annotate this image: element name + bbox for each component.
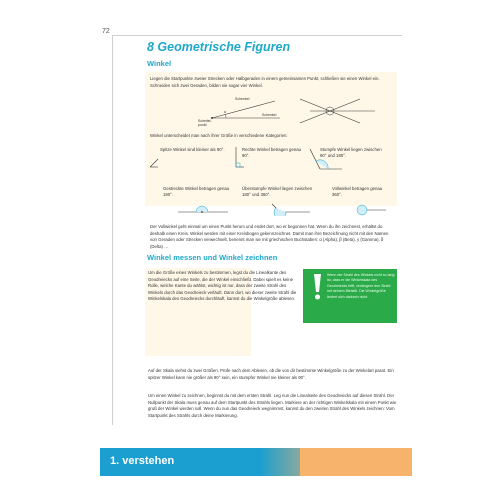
label-schenkel-2: Schenkel	[262, 113, 277, 117]
measuring-paragraph-2: Auf der Skala siehst du zwei Größen. Prüfe nach dem Ablesen, ob die von dir bestimmte Winkelgröße zu der Winkelart passt. Ein spitzer Winkel kann nie größer als 90° sein, ein stumpfer Winkel nie kleiner als 90°.	[148, 368, 394, 380]
drawing-paragraph: Um einen Winkel zu zeichnen, beginnst du mit dem ersten Strahl. Leg nun die Linealseite des Geodreiecks auf diesen Strahl. Der Nullpunkt der Skala muss genau auf dem Startpunkt des Strahls liegen. Markiere an der richtigen Winkelskala mit einem Punkt wie groß der Winkel werden soll. Wenn du nun das Geodreieck wegnimmst, kannst du den zweiten Strahl des Winkels zeichnen: Vom Startpunkt des Strahls durch deine Markierung.	[148, 393, 397, 418]
label-alpha: α	[224, 110, 227, 114]
label-scheitelpunkt: Scheitel-punkt	[198, 119, 212, 127]
straight-angle-figure	[178, 206, 228, 213]
intersecting-lines-diagram	[300, 99, 375, 123]
categories-intro: Winkel unterscheidet man nach ihrer Größe in verschiedene Kategorien:	[150, 133, 288, 138]
measuring-paragraph-1: Um die Größe eines Winkels zu bestimmen, legst du die Linealkante des Geodreiecks auf eine Seite, die der Winkel einschließt. Dabei spielt es keine Rolle, welche Kante du wählst, wichtig ist nur, dass der zweite Strahl des Winkels durch das Geodreieck verläuft. Dann dort, wo dieser zweite Strahl die Winkelskala des Geodreiecks durchläuft, kannst du die Winkelgröße ablesen.	[148, 270, 297, 301]
footer-label: 1. verstehen	[110, 455, 175, 467]
acute-angle-figure	[150, 159, 158, 167]
category-ueberstumpf: Überstumpfe Winkel liegen zwischen 180° und 360°.	[242, 186, 313, 197]
category-spitz: Spitze Winkel sind kleiner als 90°.	[160, 147, 225, 152]
closing-paragraph: Der Vollwinkel geht einmal um einen Punkt herum und endet dort, wo er begonnen hat. Wenn du ihn zeichnest, erhältst du deshalb einen Kreis. Winkel werden mit einer Kreisbogen gekennzeichnet. Damit man ihre Bezeichnung nicht mit den Namen von Geraden oder Strecken verwechselt, benennt man sie mit griechischen Buchstaben: α (Alpha), β (Beta), γ (Gamma), δ (Delta) …	[150, 224, 389, 249]
label-schenkel-1: Schenkel	[235, 97, 250, 101]
category-gestreckt: Gestreckte Winkel betragen genau 180°.	[163, 186, 230, 197]
category-stumpf: Stumpfe Winkel liegen zwischen 90° und 180°.	[320, 147, 382, 158]
margin-rule	[112, 35, 113, 425]
full-angle-figure	[357, 205, 386, 215]
header-rule	[112, 35, 402, 36]
category-voll: Vollwinkel betragen genau 360°.	[332, 186, 383, 197]
intro-paragraph: Liegen die Startpunkte zweier Strecken oder Halbgeraden in einem gemeinsamen Punkt, schließen sie einen Winkel ein. Schneiden sich zwei Geraden, bilden sie sogar vier Winkel.	[150, 76, 380, 88]
tip-text: Wenn der Strahl des Winkels nicht so lang ist, dass er die Winkelskala des Geodreiecks trifft, verlängere den Strahl mit deinem Bleistift. Die Winkelgröße ändert sich dadurch nicht.	[327, 273, 395, 299]
obtuse-angle-figure	[310, 149, 342, 169]
category-figures-row2	[150, 180, 400, 216]
footer-gradient	[260, 448, 340, 476]
chapter-title: 8 Geometrische Figuren	[147, 40, 291, 54]
section-heading-messen: Winkel messen und Winkel zeichnen	[147, 253, 278, 262]
angle-figures	[190, 93, 390, 127]
right-angle-figure	[236, 147, 244, 167]
page-number: 72	[102, 28, 110, 35]
section-heading-winkel: Winkel	[147, 59, 172, 68]
category-recht: Rechte Winkel betragen genau 90°.	[242, 147, 302, 158]
reflex-angle-figure	[272, 204, 310, 216]
exclamation-icon	[306, 272, 328, 302]
category-figures-row1	[150, 145, 400, 175]
